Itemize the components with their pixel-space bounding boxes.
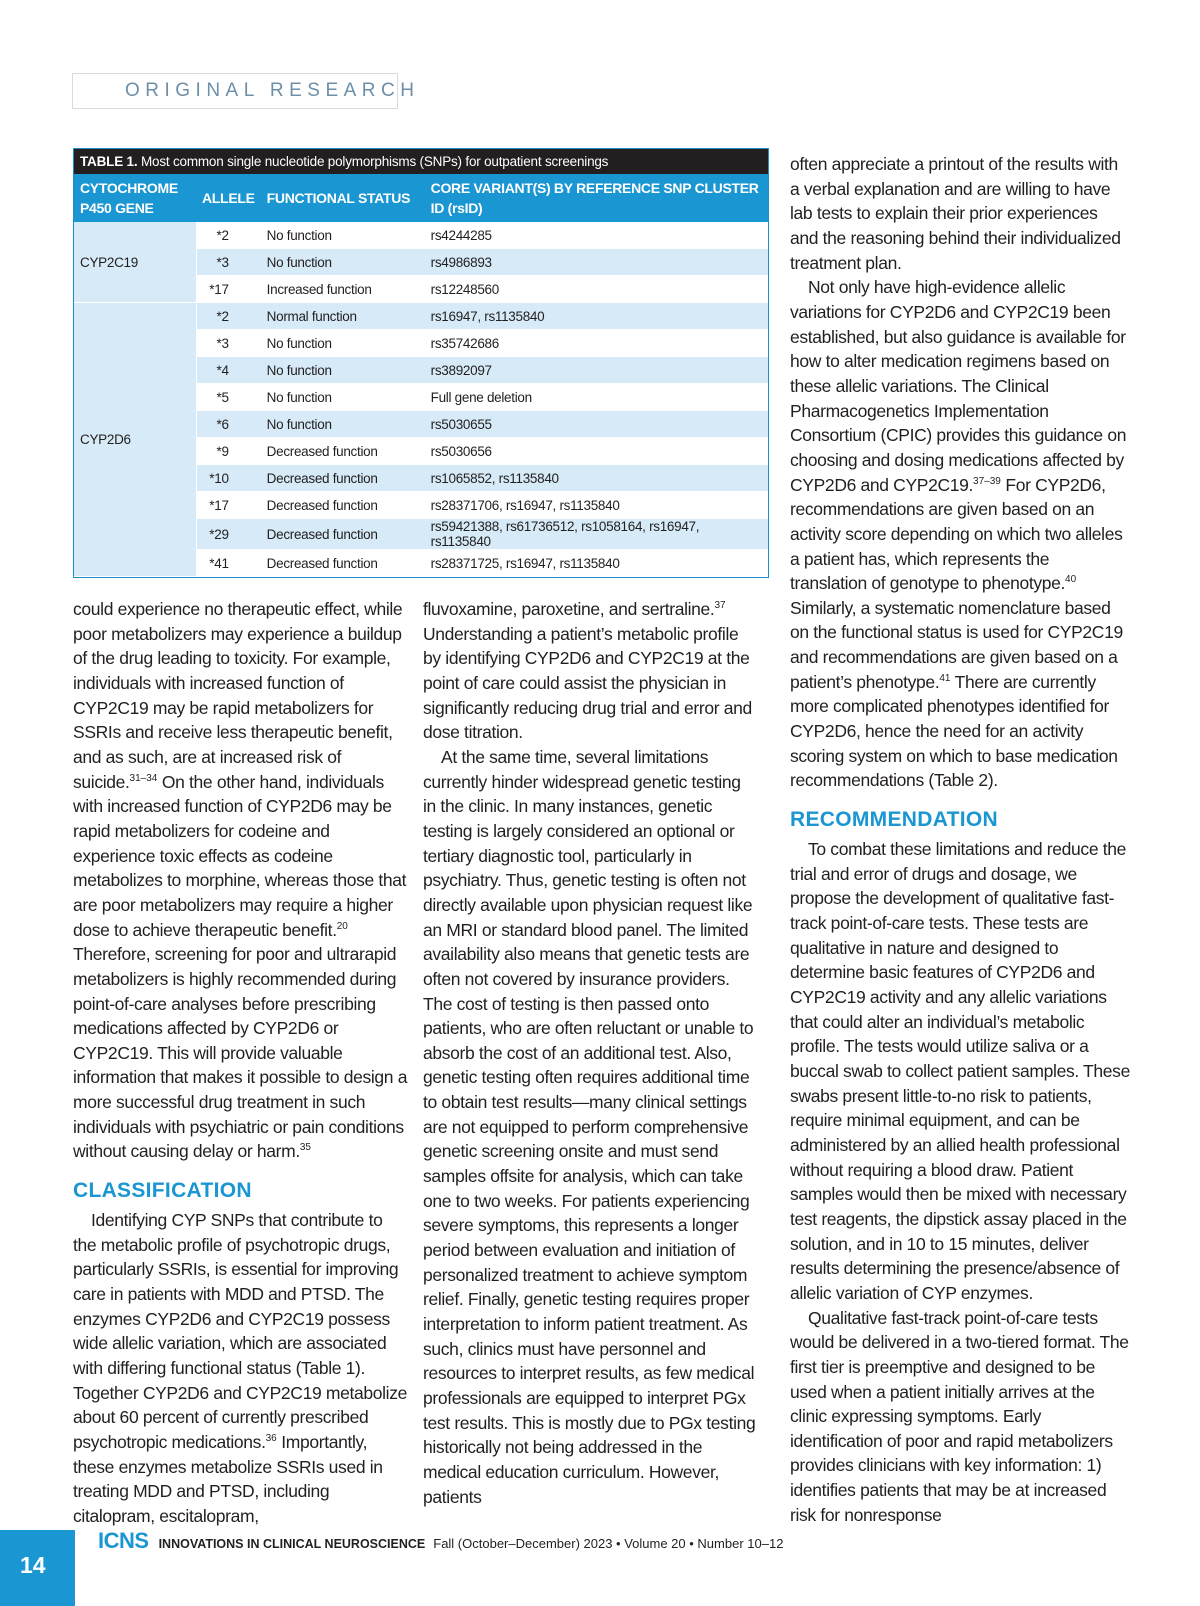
variants-cell: rs16947, rs1135840	[425, 303, 768, 330]
gene-cell: CYP2C19	[74, 222, 196, 303]
allele-cell: *17	[196, 276, 261, 303]
variants-cell: rs4986893	[425, 249, 768, 276]
status-cell: Decreased function	[261, 492, 425, 519]
page-number: 14	[20, 1552, 46, 1578]
footer	[98, 1528, 783, 1554]
citation: 35	[299, 1142, 311, 1154]
citation: 37–39	[973, 475, 1001, 487]
header-allele: ALLELE	[196, 174, 261, 222]
variants-cell: rs4244285	[425, 222, 768, 249]
citation: 37	[714, 600, 726, 612]
gene-cell: CYP2D6	[74, 303, 196, 577]
body-column-1	[73, 597, 408, 1529]
variants-cell: rs12248560	[425, 276, 768, 303]
status-cell: Decreased function	[261, 438, 425, 465]
variants-cell: rs28371725, rs16947, rs1135840	[425, 550, 768, 577]
paragraph: often appreciate a printout of the results with a verbal explanation and are willing to have lab tests to explain their prior experiences and the reasoning behind their individualized treatment plan.	[790, 154, 1121, 273]
citation: 20	[336, 920, 348, 932]
paragraph: Qualitative fast-track point-of-care tests would be delivered in a two-tiered format. The first tier is preemptive and designed to be used when a patient initially arrives at the clinic expressing symptoms. Early identification of poor and rapid metabolizers provides clinicians with key information: 1) identifies patients that may be at increased risk for nonresponse	[790, 1307, 1129, 1525]
status-cell: No function	[261, 249, 425, 276]
citation: 36	[265, 1433, 277, 1445]
paragraph: fluvoxamine, paroxetine, and sertraline.$^{37}$ Understanding a patient’s metabolic profile by identifying CYP2D6 and CYP2C19 at the point of care could assist the physician in significantly reducing drug trial and error and dose titration.	[423, 599, 752, 743]
allele-cell: *3	[196, 330, 261, 357]
paragraph: Not only have high-evidence allelic variations for CYP2D6 and CYP2C19 been established, but also guidance is available for how to alter medication regimens based on these allelic variations. The Clinical Pharmacogenetics Implementation Consortium (CPIC) provides this guidance on choosing and dosing medications affected by CYP2D6 and CYP2C19.$^{37-39}$ For CYP2D6, recommendations are given based on an activity score depending on which two alleles a patient has, which represents the translation of genotype to phenotype.$^{40}$ Similarly, a systematic nomenclature based on the functional status is used for CYP2C19 and recommendations are given based on a patient’s phenotype.$^{41}$ There are currently more complicated phenotypes identified for CYP2D6, hence the need for an activity scoring system on which to base medication recommendations (Table 2).	[790, 277, 1127, 791]
paragraph: could experience no therapeutic effect, while poor metabolizers may experience a buildup of the drug leading to toxicity. For example, individuals with increased function of CYP2C19 may be rapid metabolizers for SSRIs and receive less therapeutic benefit, and as such, are at increased risk of suicide.$^{31-34}$ On the other hand, individuals with increased function of CYP2D6 may be rapid metabolizers for codeine and experience toxic effects as codeine metabolizes to morphine, whereas those that are poor metabolizers may require a higher dose to achieve therapeutic benefit.$^{20}$ Therefore, screening for poor and ultrarapid metabolizers is highly recommended during point-of-care analyses before prescribing medications affected by CYP2D6 or CYP2C19. This will provide valuable information that makes it possible to design a more successful drug treatment in such individuals with psychiatric or pain conditions without causing delay or harm.$^{35}$	[73, 599, 408, 1162]
body-column-3	[790, 152, 1130, 1527]
allele-cell: *3	[196, 249, 261, 276]
status-cell: No function	[261, 222, 425, 249]
journal-name: INNOVATIONS IN CLINICAL NEUROSCIENCE	[158, 1537, 426, 1551]
status-cell: Decreased function	[261, 550, 425, 577]
status-cell: No function	[261, 384, 425, 411]
citation: 40	[1065, 574, 1077, 586]
allele-cell: *5	[196, 384, 261, 411]
table-row	[74, 222, 768, 249]
status-cell: No function	[261, 357, 425, 384]
allele-cell: *4	[196, 357, 261, 384]
variants-cell: rs5030655	[425, 411, 768, 438]
journal-logo: ICNS	[98, 1528, 149, 1553]
variants-cell: rs59421388, rs61736512, rs1058164, rs16947, rs1135840	[425, 519, 768, 550]
status-cell: Normal function	[261, 303, 425, 330]
paragraph: To combat these limitations and reduce the trial and error of drugs and dosage, we propose the development of qualitative fast-track point-of-care tests. These tests are qualitative in nature and designed to determine basic features of CYP2D6 and CYP2C19 activity and any allelic variations that could alter an individual’s metabolic profile. The tests would utilize saliva or a buccal swab to collect patient samples. These swabs present little-to-no risk to patients, require minimal equipment, and can be administered by an allied health professional without requiring a blood draw. Patient samples would then be mixed with necessary test reagents, the dipstick assay placed in the solution, and in 10 to 15 minutes, deliver results determining the presence/absence of allelic variation of CYP enzymes.	[790, 839, 1130, 1303]
citation: 41	[939, 672, 951, 684]
heading-recommendation: RECOMMENDATION	[790, 808, 998, 832]
status-cell: Decreased function	[261, 519, 425, 550]
variants-cell: Full gene deletion	[425, 384, 768, 411]
header-functional-status: FUNCTIONAL STATUS	[261, 174, 425, 222]
header-core-variants: CORE VARIANT(S) BY REFERENCE SNP CLUSTER ID (rsID)	[425, 174, 768, 222]
variants-cell: rs5030656	[425, 438, 768, 465]
citation: 31–34	[129, 772, 158, 784]
variants-cell: rs28371706, rs16947, rs1135840	[425, 492, 768, 519]
allele-cell: *6	[196, 411, 261, 438]
status-cell: Increased function	[261, 276, 425, 303]
table-body	[74, 222, 768, 577]
status-cell: No function	[261, 330, 425, 357]
allele-cell: *17	[196, 492, 261, 519]
heading-classification: CLASSIFICATION	[73, 1179, 252, 1203]
variants-cell: rs3892097	[425, 357, 768, 384]
table-caption	[74, 149, 768, 174]
allele-cell: *29	[196, 519, 261, 550]
paragraph: Identifying CYP SNPs that contribute to the metabolic profile of psychotropic drugs, particularly SSRIs, is essential for improving care in patients with MDD and PTSD. The enzymes CYP2D6 and CYP2C19 possess wide allelic variation, which are associated with differing functional status (Table 1). Together CYP2D6 and CYP2C19 metabolize about 60 percent of currently prescribed psychotropic medications.$^{36}$ Importantly, these enzymes metabolize SSRIs used in treating MDD and PTSD, including citalopram, escitalopram,	[73, 1210, 407, 1526]
status-cell: Decreased function	[261, 465, 425, 492]
table-header-row	[74, 174, 768, 222]
variants-cell: rs1065852, rs1135840	[425, 465, 768, 492]
table-caption-text: Most common single nucleotide polymorphisms (SNPs) for outpatient screenings	[140, 154, 609, 169]
status-cell: No function	[261, 411, 425, 438]
snp-table	[73, 148, 769, 578]
snp-table-grid	[74, 174, 768, 577]
allele-cell: *2	[196, 303, 261, 330]
body-column-2	[423, 597, 758, 1509]
allele-cell: *9	[196, 438, 261, 465]
table-caption-label: TABLE 1.	[80, 154, 138, 169]
variants-cell: rs35742686	[425, 330, 768, 357]
section-label: ORIGINAL RESEARCH	[125, 80, 420, 101]
issue-info: Fall (October–December) 2023 • Volume 20 • Number 10–12	[433, 1536, 784, 1551]
allele-cell: *41	[196, 550, 261, 577]
allele-cell: *10	[196, 465, 261, 492]
allele-cell: *2	[196, 222, 261, 249]
paragraph: At the same time, several limitations currently hinder widespread genetic testing in the clinic. In many instances, genetic testing is largely considered an optional or tertiary diagnostic tool, particularly in psychiatry. Thus, genetic testing is often not directly available upon physician request like an MRI or standard blood panel. The limited availability also means that genetic tests are often not covered by insurance providers. The cost of testing is then passed onto patients, who are often reluctant or unable to absorb the cost of an additional test. Also, genetic testing often requires additional time to obtain test results—many clinical settings are not equipped to perform comprehensive genetic screening onsite and must send samples offsite for analysis, which can take one to two weeks. For patients experiencing severe symptoms, this represents a longer period between evaluation and initiation of personalized treatment to achieve symptom relief. Finally, genetic testing requires proper interpretation to inform patient treatment. As such, clinics must have personnel and resources to interpret results, as few medical professionals are equipped to interpret PGx test results. This is mostly due to PGx testing historically not being addressed in the medical education curriculum. However, patients	[423, 746, 756, 1507]
table-row	[74, 303, 768, 330]
header-gene: CYTOCHROME P450 GENE	[74, 174, 196, 222]
